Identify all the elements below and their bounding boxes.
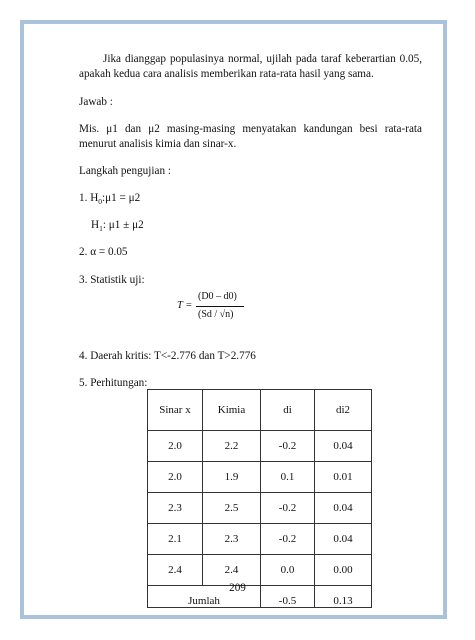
table-cell: 2.3 (148, 493, 203, 524)
document-body (79, 52, 422, 391)
formula-numerator: (D0 – d0) (198, 291, 237, 302)
table-row (148, 431, 372, 462)
total-label: Jumlah (148, 586, 261, 608)
table-row (148, 462, 372, 493)
step-3-statistic: 3. Statistik uji: (79, 274, 145, 286)
answer-label: Jawab : (79, 96, 113, 108)
total-d: -0.5 (261, 586, 315, 608)
intro-paragraph: Jika dianggap populasinya normal, ujilah pada taraf keberartian 0.05, apakah kedua cara analisis memberikan rata-rata hasil yang sama. (79, 53, 422, 80)
table-cell: 0.1 (261, 462, 315, 493)
table-cell: 2.4 (203, 555, 261, 586)
table-cell: -0.2 (261, 431, 315, 462)
table-cell: 2.1 (148, 524, 203, 555)
h0-label: 1. H (79, 192, 99, 204)
table-cell: 2.2 (203, 431, 261, 462)
table-cell: 0.00 (315, 555, 372, 586)
header-sinar-x: Sinar x (148, 390, 203, 431)
header-di2: di2 (315, 390, 372, 431)
table-row (148, 493, 372, 524)
steps-heading: Langkah pengujian : (79, 165, 171, 177)
calculation-table (147, 389, 372, 608)
table-cell: 0.01 (315, 462, 372, 493)
page-number: 209 (229, 582, 246, 594)
fraction-bar (196, 306, 244, 307)
table-cell: 0.04 (315, 493, 372, 524)
table-cell: 0.04 (315, 524, 372, 555)
step-1-h1: $H_1$: μ1 ± μ2 (91, 219, 144, 234)
header-kimia: Kimia (203, 390, 261, 431)
test-statistic-formula (177, 291, 247, 325)
h1-label: H (91, 219, 100, 231)
table-cell: 1.9 (203, 462, 261, 493)
table-cell: 2.0 (148, 462, 203, 493)
table-row (148, 524, 372, 555)
step-1-h0: 1. $H_0:\mu 1 = \mu 2$ (79, 192, 141, 207)
table-cell: 2.5 (203, 493, 261, 524)
table-cell: 0.0 (261, 555, 315, 586)
total-d2: 0.13 (315, 586, 372, 608)
step-5-calculation: 5. Perhitungan: (79, 377, 148, 389)
table-cell: -0.2 (261, 493, 315, 524)
table-cell: 2.0 (148, 431, 203, 462)
header-di: di (261, 390, 315, 431)
table-cell: -0.2 (261, 524, 315, 555)
table-row (148, 555, 372, 586)
table-cell: 2.3 (203, 524, 261, 555)
table-header-row (148, 390, 372, 431)
formula-lhs: T = (177, 300, 193, 311)
table-cell: 2.4 (148, 555, 203, 586)
assumption-paragraph: Mis. μ1 dan μ2 masing-masing menyatakan kandungan besi rata-rata menurut analisis kimia dan sinar-x. (79, 123, 422, 150)
table-cell: 0.04 (315, 431, 372, 462)
formula-denominator: (Sd / √n) (198, 309, 234, 320)
step-2-alpha: 2. α = 0.05 (79, 246, 128, 258)
step-4-critical-region: 4. Daerah kritis: T<-2.776 dan T>2.776 (79, 350, 256, 362)
